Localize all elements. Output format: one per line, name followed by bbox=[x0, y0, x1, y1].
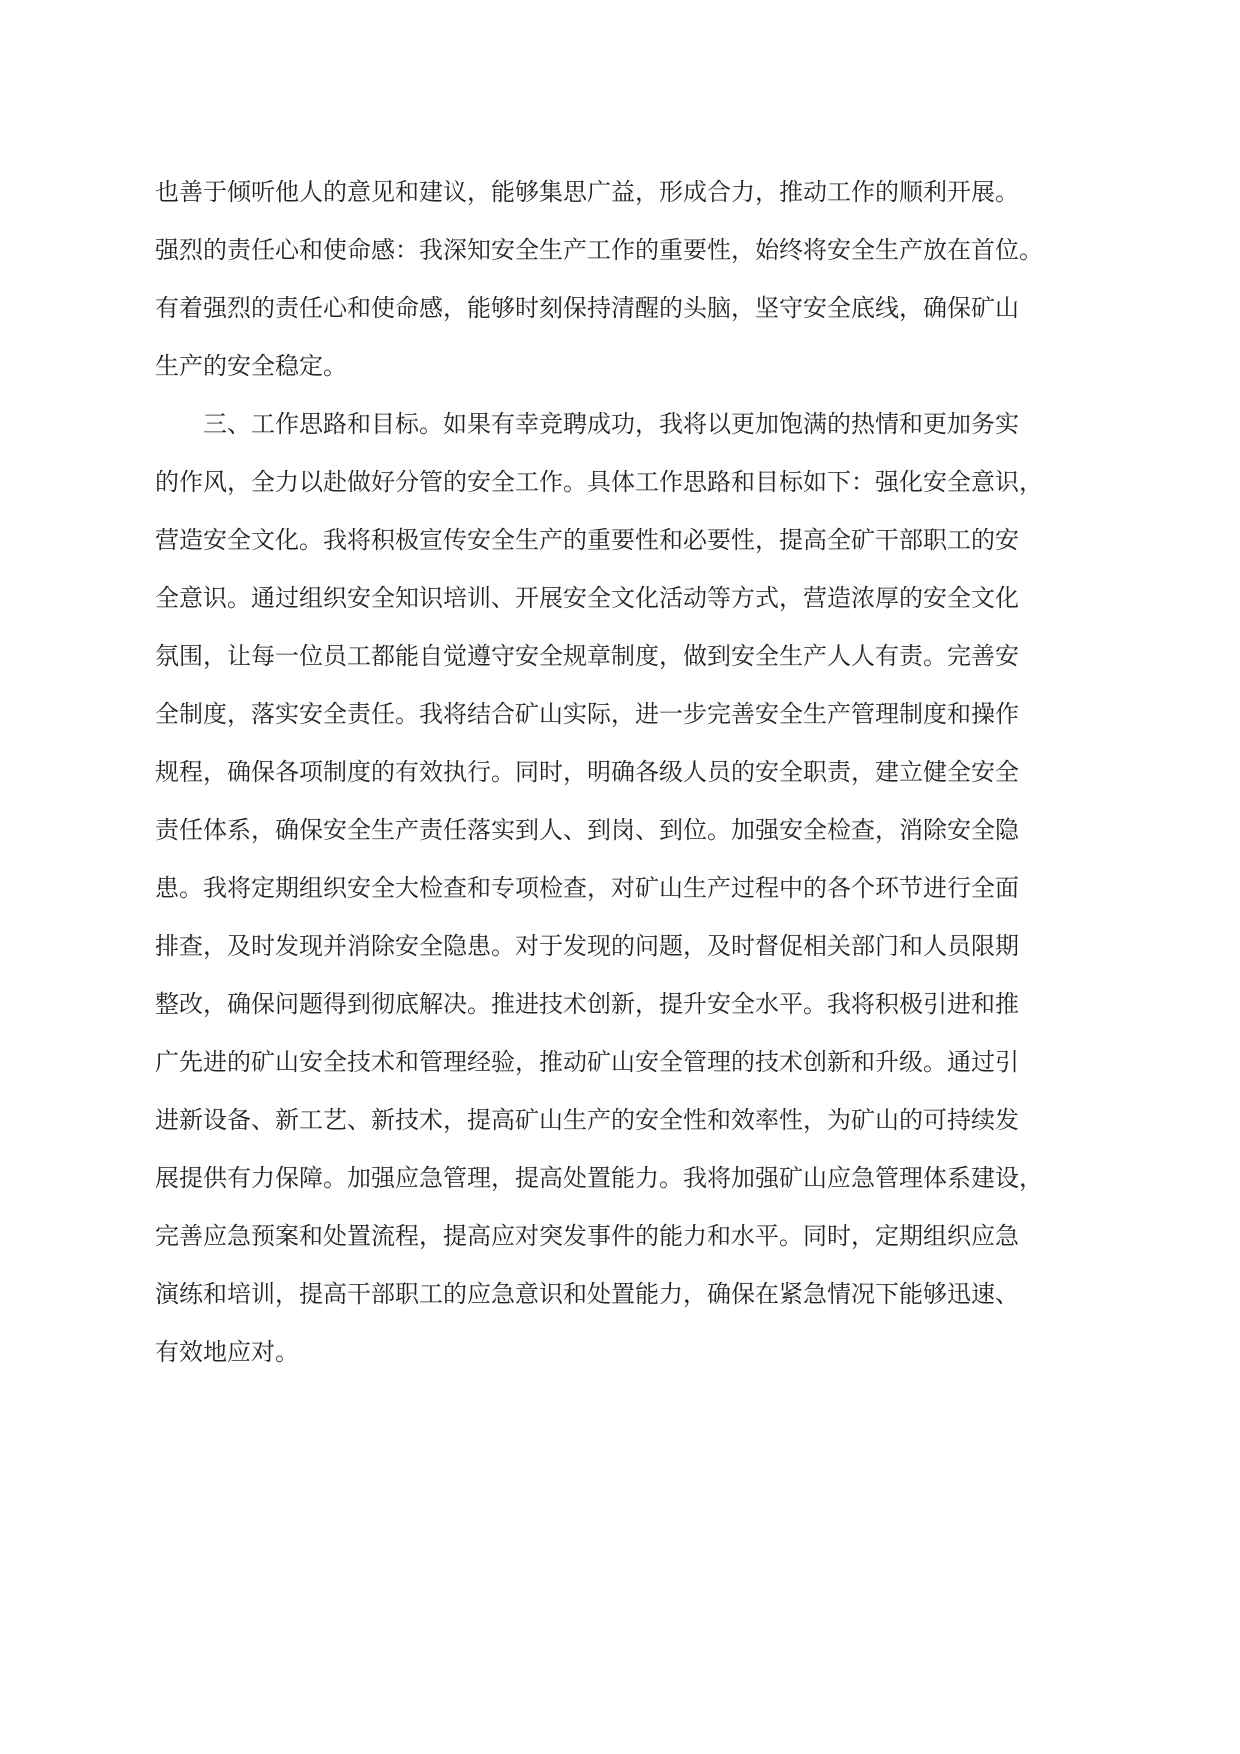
text-line: 广先进的矿山安全技术和管理经验，推动矿山安全管理的技术创新和升级。通过引 bbox=[155, 1048, 1019, 1076]
paragraph-heading-line: 三、工作思路和目标。如果有幸竞聘成功，我将以更加饱满的热情和更加务实 bbox=[155, 410, 1019, 438]
text-line: 全制度，落实安全责任。我将结合矿山实际，进一步完善安全生产管理制度和操作 bbox=[155, 700, 1019, 728]
text-line: 强烈的责任心和使命感：我深知安全生产工作的重要性，始终将安全生产放在首位。 bbox=[155, 236, 1043, 264]
text-line: 规程，确保各项制度的有效执行。同时，明确各级人员的安全职责，建立健全安全 bbox=[155, 758, 1019, 786]
text-line: 展提供有力保障。加强应急管理，提高处置能力。我将加强矿山应急管理体系建设， bbox=[155, 1164, 1043, 1192]
text-line: 有着强烈的责任心和使命感，能够时刻保持清醒的头脑，坚守安全底线，确保矿山 bbox=[155, 294, 1019, 322]
text-line: 氛围，让每一位员工都能自觉遵守安全规章制度，做到安全生产人人有责。完善安 bbox=[155, 642, 1019, 670]
text-line: 患。我将定期组织安全大检查和专项检查，对矿山生产过程中的各个环节进行全面 bbox=[155, 874, 1019, 902]
text-line: 演练和培训，提高干部职工的应急意识和处置能力，确保在紧急情况下能够迅速、 bbox=[155, 1280, 1019, 1308]
text-line: 整改，确保问题得到彻底解决。推进技术创新，提升安全水平。我将积极引进和推 bbox=[155, 990, 1019, 1018]
text-line: 生产的安全稳定。 bbox=[155, 352, 347, 380]
text-line: 也善于倾听他人的意见和建议，能够集思广益，形成合力，推动工作的顺利开展。 bbox=[155, 178, 1019, 206]
text-line: 完善应急预案和处置流程，提高应对突发事件的能力和水平。同时，定期组织应急 bbox=[155, 1222, 1019, 1250]
text-line: 的作风，全力以赴做好分管的安全工作。具体工作思路和目标如下：强化安全意识， bbox=[155, 468, 1043, 496]
text-line: 责任体系，确保安全生产责任落实到人、到岗、到位。加强安全检查，消除安全隐 bbox=[155, 816, 1019, 844]
text-line: 排查，及时发现并消除安全隐患。对于发现的问题，及时督促相关部门和人员限期 bbox=[155, 932, 1019, 960]
text-line: 进新设备、新工艺、新技术，提高矿山生产的安全性和效率性，为矿山的可持续发 bbox=[155, 1106, 1019, 1134]
text-line: 营造安全文化。我将积极宣传安全生产的重要性和必要性，提高全矿干部职工的安 bbox=[155, 526, 1019, 554]
text-line: 全意识。通过组织安全知识培训、开展安全文化活动等方式，营造浓厚的安全文化 bbox=[155, 584, 1019, 612]
text-line: 有效地应对。 bbox=[155, 1338, 299, 1366]
